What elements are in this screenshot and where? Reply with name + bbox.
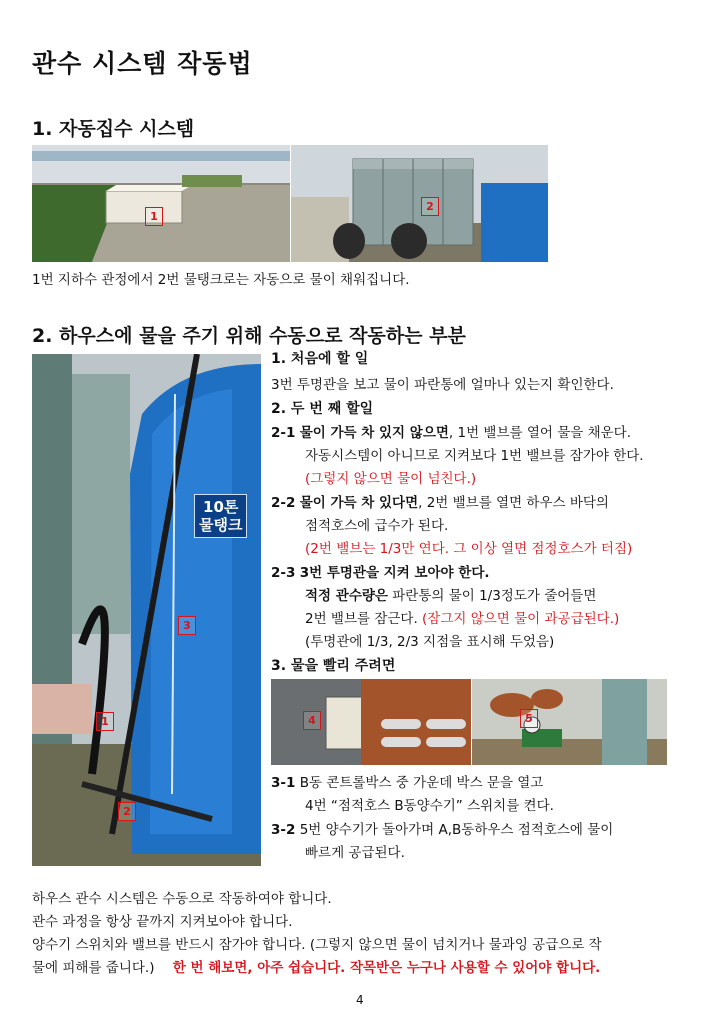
step3-1-line2: 4번 “점적호스 B동양수기” 스위치를 켠다.: [305, 798, 554, 814]
marker-2: 2: [421, 197, 439, 216]
page-title: 관수 시스템 작동법: [32, 49, 253, 78]
marker-5: 5: [520, 709, 538, 728]
blue-tank-photo: [32, 354, 261, 866]
step2-title: 2. 두 번 째 할일: [271, 401, 374, 417]
marker-valve-2: 2: [118, 802, 136, 821]
step1-title: 1. 처음에 할 일: [271, 351, 369, 367]
step2-3-bold: 3번 투명관을 지켜 보아야 한다.: [299, 565, 490, 581]
storage-tank-photo: [291, 145, 548, 262]
step3-2-text: 5번 양수기가 돌아가며 A,B동하우스 점적호스에 물이: [299, 822, 614, 838]
tank-label-line2: 물탱크: [199, 516, 243, 534]
footer-line3: 양수기 스위치와 밸브를 반드시 잠가야 합니다. (그렇지 않으면 물이 넘치거나 물과잉 공급으로 작: [32, 937, 602, 953]
step2-3-l2-warning: (잠그지 않으면 물이 과공급된다.): [417, 611, 620, 627]
step3-1-text: B동 콘트롤박스 중 가운데 박스 문을 열고: [299, 775, 544, 791]
footer-line2: 관수 과정을 항상 끝까지 지켜보아야 합니다.: [32, 914, 293, 930]
step2-3-line4: (투명관에 1/3, 2/3 지점을 표시해 두었음): [305, 634, 555, 650]
step3-2-number: 3-2: [271, 822, 296, 838]
step2-2-bold: 물이 가득 차 있다면: [299, 495, 419, 511]
step2-1-bold: 물이 가득 차 있지 않으면: [299, 425, 449, 441]
marker-1: 1: [145, 207, 163, 226]
step3-2-line2: 빠르게 공급된다.: [305, 845, 405, 861]
step2-2-line2: 점적호스에 급수가 된다.: [305, 518, 449, 534]
step2-1-line2: 자동시스템이 아니므로 지켜보다 1번 밸브를 잠가야 한다.: [305, 448, 644, 464]
step2-2-number: 2-2: [271, 495, 296, 511]
control-box-photo: [271, 679, 471, 765]
step2-2-warning: (2번 밸브는 1/3만 연다. 그 이상 열면 점정호스가 터짐): [305, 541, 633, 557]
step2-3-line1: [271, 565, 490, 582]
step2-3-line3: [305, 611, 619, 628]
marker-clear-tube-3: 3: [178, 616, 196, 635]
pump-photo: [472, 679, 667, 765]
page-number: 4: [356, 993, 364, 1007]
tank-label-line1: 10톤: [203, 498, 239, 516]
step2-3-number: 2-3: [271, 565, 296, 581]
step2-3-l1-rest: 파란통의 물이 1/3정도가 줄어들면: [387, 588, 597, 604]
step2-3-line2: [305, 588, 596, 605]
step2-1-number: 2-1: [271, 425, 296, 441]
footer-encouragement: 한 번 해보면, 아주 쉽습니다. 작목반은 누구나 사용할 수 있어야 합니다.: [172, 960, 601, 976]
step2-3-l2: 2번 밸브를 잠근다.: [305, 611, 418, 627]
step3-title: 3. 물을 빨리 주려면: [271, 658, 396, 674]
step2-1-warning: (그렇지 않으면 물이 넘친다.): [305, 471, 477, 487]
marker-valve-1: 1: [96, 712, 114, 731]
marker-4: 4: [303, 711, 321, 730]
step2-1-rest: , 1번 밸브를 열어 물을 채운다.: [448, 425, 631, 441]
step1-text: 3번 투명관을 보고 물이 파란통에 얼마나 있는지 확인한다.: [271, 377, 614, 393]
step2-1-line1: [271, 425, 631, 442]
section1-heading: 1. 자동집수 시스템: [32, 118, 195, 140]
footer-line4-text: 물에 피해를 줍니다.): [32, 960, 155, 976]
step2-2-line1: [271, 495, 609, 512]
section1-caption: 1번 지하수 관정에서 2번 물탱크로는 자동으로 물이 채워집니다.: [32, 272, 410, 288]
footer-line4: [32, 960, 600, 977]
well-photo: [32, 145, 290, 262]
section2-heading: 2. 하우스에 물을 주기 위해 수동으로 작동하는 부분: [32, 325, 466, 347]
tank-label: [194, 494, 247, 538]
step3-1-number: 3-1: [271, 775, 296, 791]
step2-3-l1-bold: 적정 관수량은: [305, 588, 388, 604]
step3-1-line1: [271, 775, 543, 792]
step3-2-line1: [271, 822, 613, 839]
footer-line1: 하우스 관수 시스템은 수동으로 작동하여야 합니다.: [32, 891, 332, 907]
step2-2-rest: , 2번 밸브를 열면 하우스 바닥의: [418, 495, 609, 511]
